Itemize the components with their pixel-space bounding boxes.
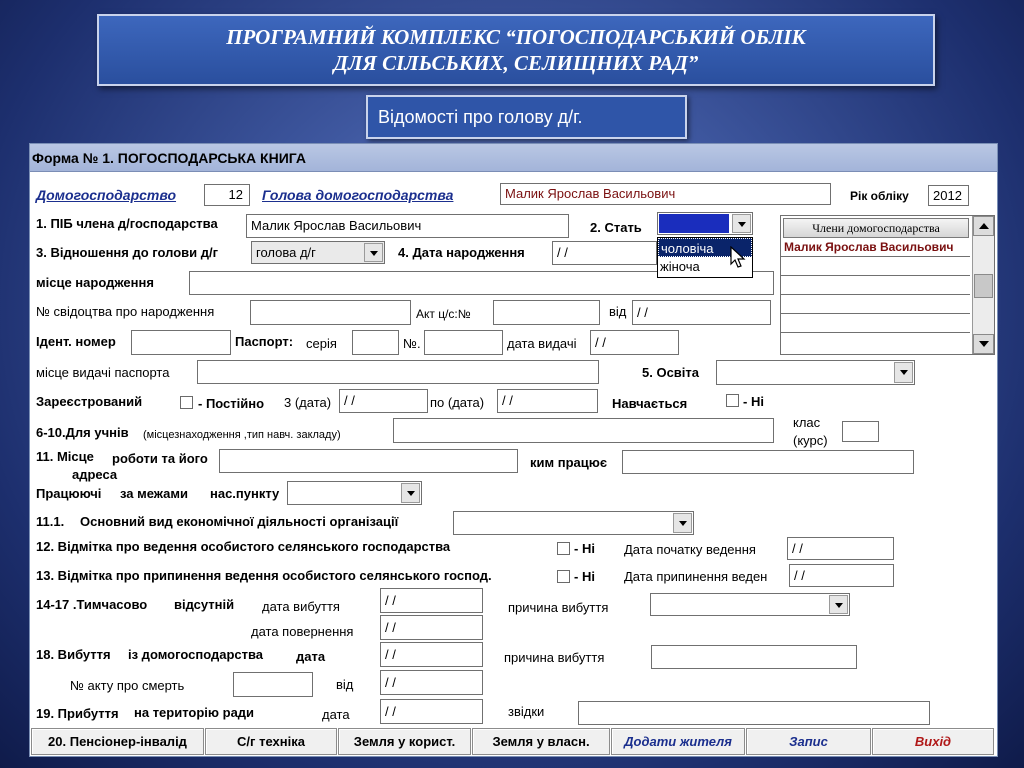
arrival-date-label: дата — [322, 707, 350, 722]
chevron-down-icon[interactable] — [894, 362, 913, 383]
year-field[interactable]: 2012 — [928, 185, 969, 206]
passport-label: Паспорт: — [235, 334, 294, 349]
land-use-button[interactable]: Земля у корист. — [338, 728, 471, 755]
birth-cert-field[interactable] — [250, 300, 411, 325]
dropout-label-b: із домогосподарства — [128, 647, 264, 662]
dropout-label-c: дата — [296, 649, 326, 664]
outside-label-b: за межами — [120, 486, 189, 501]
scroll-up-icon[interactable] — [973, 216, 994, 236]
departure-date-label: дата вибуття — [262, 599, 340, 614]
class-field[interactable] — [842, 421, 879, 442]
activity-label-b: Основний вид економічної діяльності організації — [80, 514, 399, 529]
household-label[interactable]: Домогосподарство — [36, 187, 177, 203]
bottom-toolbar — [30, 728, 997, 756]
students-label: 6-10.Для учнів — [36, 425, 129, 440]
birthdate-field[interactable]: / / — [552, 241, 657, 265]
issue-place-label: місце видачі паспорта — [36, 365, 170, 380]
list-item[interactable] — [781, 333, 970, 352]
act-date-field[interactable]: / / — [632, 300, 771, 325]
banner-line-2: ДЛЯ СІЛЬСЬКИХ, СЕЛИЩНИХ РАД” — [333, 51, 699, 75]
chevron-down-icon[interactable] — [673, 513, 692, 533]
permanent-label: - Постійно — [198, 396, 265, 411]
farm-no-label: - Ні — [574, 541, 595, 556]
departure-reason-select[interactable] — [650, 593, 850, 616]
arrival-label-b: на територію ради — [134, 705, 255, 720]
education-label: 5. Освіта — [642, 365, 699, 380]
farm-start-field[interactable]: / / — [787, 537, 894, 560]
registered-to-field[interactable]: / / — [497, 389, 598, 413]
birthdate-label: 4. Дата народження — [398, 245, 525, 260]
studying-no-label: - Ні — [743, 394, 764, 409]
pib-label: 1. ПІБ члена д/господарства — [36, 216, 218, 231]
act-from-label: від — [609, 304, 627, 319]
sex-label: 2. Стать — [590, 220, 642, 235]
arrival-from-label: звідки — [508, 704, 545, 719]
studying-checkbox[interactable] — [726, 394, 739, 407]
members-list[interactable] — [780, 215, 995, 355]
class-label: клас — [793, 415, 821, 430]
registered-label: Зареєстрований — [36, 394, 143, 409]
ident-field[interactable] — [131, 330, 231, 355]
birth-cert-label: № свідоцтва про народження — [36, 304, 215, 319]
return-date-label: дата повернення — [251, 624, 354, 639]
scroll-thumb[interactable] — [974, 274, 993, 298]
chevron-down-icon[interactable] — [364, 243, 383, 262]
mouse-pointer-icon — [730, 246, 750, 270]
outside-label-a: Працюючі — [36, 486, 102, 501]
work-label-b: роботи та його — [112, 451, 208, 466]
list-item[interactable] — [781, 295, 970, 314]
course-label: (курс) — [793, 433, 828, 448]
chevron-down-icon[interactable] — [401, 483, 420, 503]
sex-select[interactable] — [657, 212, 753, 235]
add-resident-button[interactable]: Додати жителя — [611, 728, 745, 755]
sex-option-male[interactable]: чоловіча — [658, 238, 752, 257]
employer-label: ким працює — [530, 455, 608, 470]
dropout-label-a: 18. Вибуття — [36, 647, 111, 662]
from-date-label: 3 (дата) — [284, 395, 332, 410]
act-label: Акт ц/с:№ — [416, 307, 471, 321]
departure-reason-label: причина вибуття — [508, 600, 609, 615]
studying-label: Навчається — [612, 396, 688, 411]
outside-label-c: нас.пункту — [210, 486, 280, 501]
list-item[interactable] — [781, 257, 970, 276]
members-scrollbar[interactable] — [972, 216, 994, 354]
chevron-down-icon[interactable] — [732, 214, 751, 233]
work-label-a: 11. Місце — [36, 449, 94, 464]
land-own-button[interactable]: Земля у власн. — [472, 728, 610, 755]
work-address-field[interactable] — [219, 449, 518, 473]
year-label: Рік обліку — [850, 189, 909, 203]
dropout-reason-label: причина вибуття — [504, 650, 605, 665]
sex-option-female[interactable]: жіноча — [660, 259, 700, 274]
chevron-down-icon[interactable] — [829, 595, 848, 614]
exit-button[interactable]: Вихід — [872, 728, 994, 755]
relation-select[interactable] — [251, 241, 385, 264]
dropout-date-field[interactable]: / / — [380, 642, 483, 667]
activity-label-a: 11.1. — [36, 514, 65, 529]
members-header: Члени домогосподарства — [783, 218, 969, 238]
issue-date-label: дата видачі — [507, 336, 577, 351]
list-item[interactable]: Малик Ярослав Васильович — [781, 238, 970, 257]
pib-field[interactable]: Малик Ярослав Васильович — [246, 214, 569, 238]
presentation-banner — [97, 14, 935, 86]
pensioner-button[interactable]: 20. Пенсіонер-інвалід — [31, 728, 204, 755]
list-item[interactable] — [781, 314, 970, 333]
sex-selected-highlight — [659, 214, 729, 233]
head-label[interactable]: Голова домогосподарства — [262, 187, 454, 203]
birthplace-label: місце народження — [36, 275, 154, 290]
relation-label: 3. Відношення до голови д/г — [36, 245, 219, 260]
ident-label: Ідент. номер — [36, 334, 116, 349]
death-act-from-label: від — [336, 677, 354, 692]
agri-equipment-button[interactable]: С/г техніка — [205, 728, 337, 755]
farm-stop-date-label: Дата припинення веден — [624, 569, 768, 584]
relation-value: голова д/г — [256, 245, 316, 260]
number-label: №. — [403, 336, 421, 351]
act-field[interactable] — [493, 300, 600, 325]
banner-line-1: ПРОГРАМНИЙ КОМПЛЕКС “ПОГОСПОДАРСЬКИЙ ОБЛІК — [226, 25, 806, 49]
activity-select[interactable] — [453, 511, 694, 535]
farm-stop-label: 13. Відмітка про припинення ведення особистого селянського господ. — [36, 568, 492, 583]
farm-stop-checkbox[interactable] — [557, 570, 570, 583]
farm-label: 12. Відмітка про ведення особистого селянського господарства — [36, 539, 451, 554]
work-label-c: адреса — [72, 467, 118, 482]
permanent-checkbox[interactable] — [180, 396, 193, 409]
head-name-field[interactable]: Малик Ярослав Васильович — [500, 183, 831, 205]
departure-date-field[interactable]: / / — [380, 588, 483, 613]
absent-label-a: 14-17 .Тимчасово — [36, 597, 148, 612]
registered-from-field[interactable]: / / — [339, 389, 428, 413]
employer-field[interactable] — [622, 450, 914, 474]
farm-stop-date-field[interactable]: / / — [789, 564, 894, 587]
outside-select[interactable] — [287, 481, 422, 505]
students-hint: (місцезнаходження ,тип навч. закладу) — [143, 429, 341, 441]
scroll-down-icon[interactable] — [973, 334, 994, 354]
farm-stop-no-label: - Ні — [574, 569, 595, 584]
issue-date-field[interactable]: / / — [590, 330, 679, 355]
passport-number-field[interactable] — [424, 330, 503, 355]
series-field[interactable] — [352, 330, 399, 355]
arrival-from-field[interactable] — [578, 701, 930, 725]
household-book-form — [29, 143, 998, 757]
return-date-field[interactable]: / / — [380, 615, 483, 640]
farm-start-label: Дата початку ведення — [624, 542, 756, 557]
series-label: серія — [306, 336, 337, 351]
list-item[interactable] — [781, 276, 970, 295]
to-date-label: по (дата) — [430, 395, 485, 410]
arrival-label-a: 19. Прибуття — [36, 706, 119, 721]
slide-subtitle: Відомості про голову д/г. — [366, 95, 687, 139]
students-field[interactable] — [393, 418, 774, 443]
issue-place-field[interactable] — [197, 360, 599, 384]
education-select[interactable] — [716, 360, 915, 385]
dropout-reason-field[interactable] — [651, 645, 857, 669]
absent-label-b: відсутній — [174, 597, 235, 612]
death-act-date-field[interactable]: / / — [380, 670, 483, 695]
death-act-label: № акту про смерть — [70, 678, 185, 693]
form-title: Форма № 1. ПОГОСПОДАРСЬКА КНИГА — [30, 144, 997, 172]
death-act-field[interactable] — [233, 672, 313, 697]
arrival-date-field[interactable]: / / — [380, 699, 483, 724]
save-button[interactable]: Запис — [746, 728, 871, 755]
household-number-field[interactable]: 12 — [204, 184, 250, 206]
farm-checkbox[interactable] — [557, 542, 570, 555]
